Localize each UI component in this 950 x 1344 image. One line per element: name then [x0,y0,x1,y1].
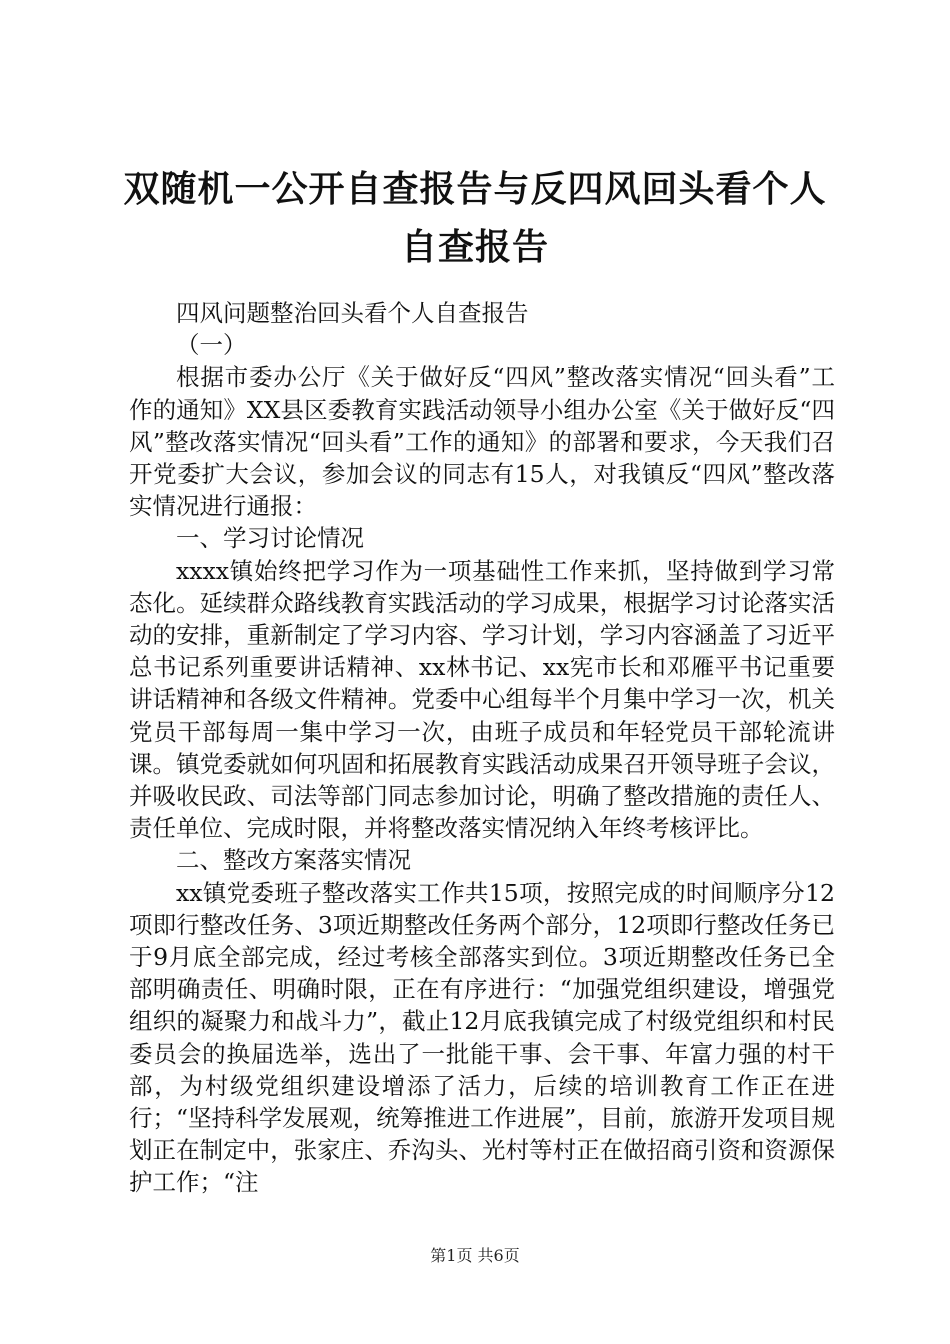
heading-study-discussion: 一、学习讨论情况 [176,524,364,553]
document-body [129,297,835,1199]
subtitle-paragraph: 四风问题整治回头看个人自查报告 [176,299,529,327]
page-footer: 第1页 共6页 [430,1246,520,1265]
study-paragraph: xxxx镇始终把学习作为一项基础性工作来抓，坚持做到学习常态化。延续群众路线教育实践活动的学习成果，根据学习讨论落实活动的安排，重新制定了学习内容、学习计划，学习内容涵盖了习近平总书记系列重要讲话精神、xx林书记、xx宪市长和邓雁平书记重要讲话精神和各级文件精神。党委中心组每半个月集中学习一次，机关党员干部每周一集中学习一次，由班子成员和年轻党员干部轮流讲课。镇党委就如何巩固和拓展教育实践活动成果召开领导班子会议，并吸收民政、司法等部门同志参加讨论，明确了整改措施的责任人、责任单位、完成时限，并将整改落实情况纳入年终考核评比。 [129,556,835,843]
rectification-paragraph: xx镇党委班子整改落实工作共15项，按照完成的时间顺序分12项即行整改任务、3项近期整改任务两个部分，12项即行整改任务已于9月底全部完成，经过考核全部落实到位。3项近期整改任务已全部明确责任、明确时限，正在有序进行：“加强党组织建设，增强党组织的凝聚力和战斗力”，截止12月底我镇完成了村级党组织和村民委员会的换届选举，选出了一批能干事、会干事、年富力强的村干部，为村级党组织建设增添了活力，后续的培训教育工作正在进行；“坚持科学发展观，统筹推进工作进展”，目前，旅游开发项目规划正在制定中，张家庄、乔沟头、光村等村正在做招商引资和资源保护工作；“注 [129,878,835,1197]
section-number-paragraph: （一） [176,331,247,360]
intro-paragraph: 根据市委办公厅《关于做好反“四风”整改落实情况“回头看”工作的通知》XX县区委教育实践活动领导小组办公室《关于做好反“四风”整改落实情况“回头看”工作的通知》的部署和要求，今天我们召开党委扩大会议，参加会议的同志有15人，对我镇反“四风”整改落实情况进行通报： [129,363,835,521]
document-title: 双随机一公开自查报告与反四风回头看个人自查报告 [123,168,827,268]
heading-rectification-plan: 二、整改方案落实情况 [176,846,411,875]
